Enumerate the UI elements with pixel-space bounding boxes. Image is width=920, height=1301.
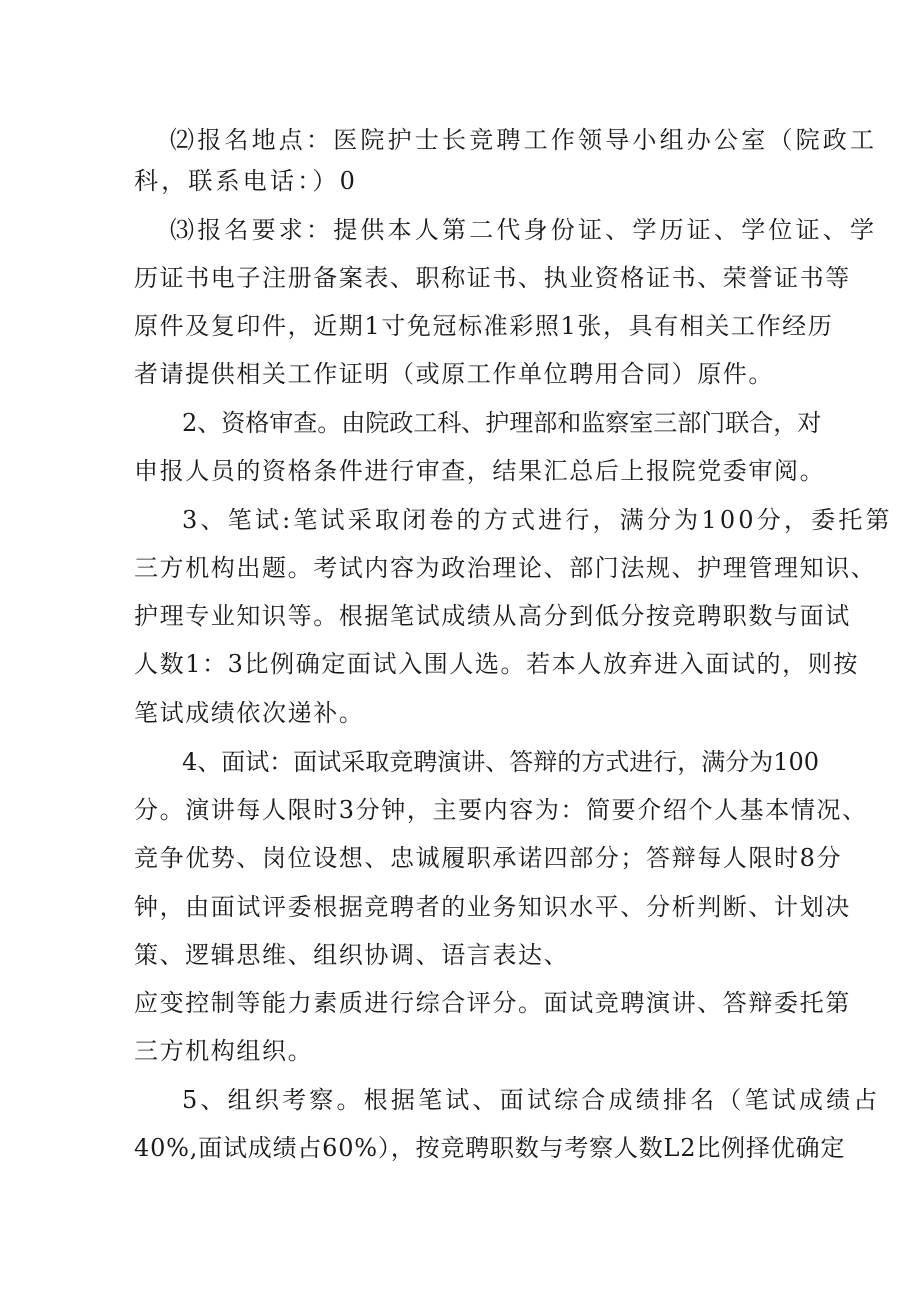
text-line-content: 历证书电子注册备案表、职称证书、执业资格证书、荣誉证书等 bbox=[134, 264, 851, 292]
text-line-content: 原件及复印件，近期1寸免冠标准彩照1张，具有相关工作经历 bbox=[134, 312, 834, 340]
text-line-content: 策、逻辑思维、组织协调、语言表达、 bbox=[134, 941, 570, 969]
text-line bbox=[0, 931, 920, 979]
text-line bbox=[0, 302, 920, 350]
text-line-content: 人数1：3比例确定面试入围人选。若本人放弃进入面试的，则按 bbox=[134, 650, 859, 678]
text-line-content: ⑵报名地点：医院护士长竞聘工作领导小组办公室（院政工 bbox=[170, 126, 878, 154]
text-line bbox=[0, 640, 920, 688]
text-line bbox=[0, 1124, 920, 1172]
text-line bbox=[0, 1027, 920, 1075]
text-line bbox=[0, 496, 920, 544]
text-line-content: 笔试成绩依次递补。 bbox=[134, 699, 365, 727]
text-line-content: 申报人员的资格条件进行审查，结果汇总后上报院党委审阅。 bbox=[134, 457, 826, 485]
text-line bbox=[0, 689, 920, 737]
text-line-content: 竞争优势、岗位设想、忠诚履职承诺四部分；答辩每人限时8分 bbox=[134, 844, 843, 872]
text-line-content: 4、面试：面试采取竞聘演讲、答辩的方式进行，满分为100 bbox=[182, 748, 820, 776]
text-line bbox=[0, 206, 920, 254]
text-line bbox=[0, 350, 920, 398]
text-line bbox=[0, 592, 920, 640]
text-line-content: 3、笔试:笔试采取闭卷的方式进行，满分为100分，委托第 bbox=[182, 506, 893, 534]
text-line-content: ⑶报名要求：提供本人第二代身份证、学历证、学位证、学 bbox=[170, 216, 878, 244]
text-line bbox=[0, 544, 920, 592]
text-line bbox=[0, 738, 920, 786]
text-line-content: 2、资格审查。由院政工科、护理部和监察室三部门联合，对 bbox=[182, 409, 822, 437]
text-line-content: 5、组织考察。根据笔试、面试综合成绩排名（笔试成绩占 bbox=[182, 1086, 881, 1114]
text-line-content: 钟，由面试评委根据竞聘者的业务知识水平、分析判断、计划决 bbox=[134, 893, 851, 921]
text-line bbox=[0, 157, 920, 205]
text-line-content: 三方机构组织。 bbox=[134, 1037, 314, 1065]
text-line bbox=[0, 883, 920, 931]
text-line-content: 科，联系电话：）0 bbox=[134, 167, 359, 195]
text-line bbox=[0, 254, 920, 302]
text-line-content: 分。演讲每人限时3分钟，主要内容为：简要介绍个人基本情况、 bbox=[134, 796, 868, 824]
text-line-content: 三方机构出题。考试内容为政治理论、部门法规、护理管理知识、 bbox=[134, 554, 877, 582]
text-line bbox=[0, 786, 920, 834]
text-line-content: 护理专业知识等。根据笔试成绩从高分到低分按竞聘职数与面试 bbox=[134, 602, 851, 630]
text-line bbox=[0, 399, 920, 447]
text-line bbox=[0, 834, 920, 882]
text-line bbox=[0, 979, 920, 1027]
text-line bbox=[0, 1076, 920, 1124]
text-line-content: 40%,面试成绩占60%），按竞聘职数与考察人数L2比例择优确定 bbox=[134, 1134, 846, 1162]
text-line-content: 者请提供相关工作证明（或原工作单位聘用合同）原件。 bbox=[134, 360, 774, 388]
text-line bbox=[0, 447, 920, 495]
text-line-content: 应变控制等能力素质进行综合评分。面试竞聘演讲、答辩委托第 bbox=[134, 989, 851, 1017]
